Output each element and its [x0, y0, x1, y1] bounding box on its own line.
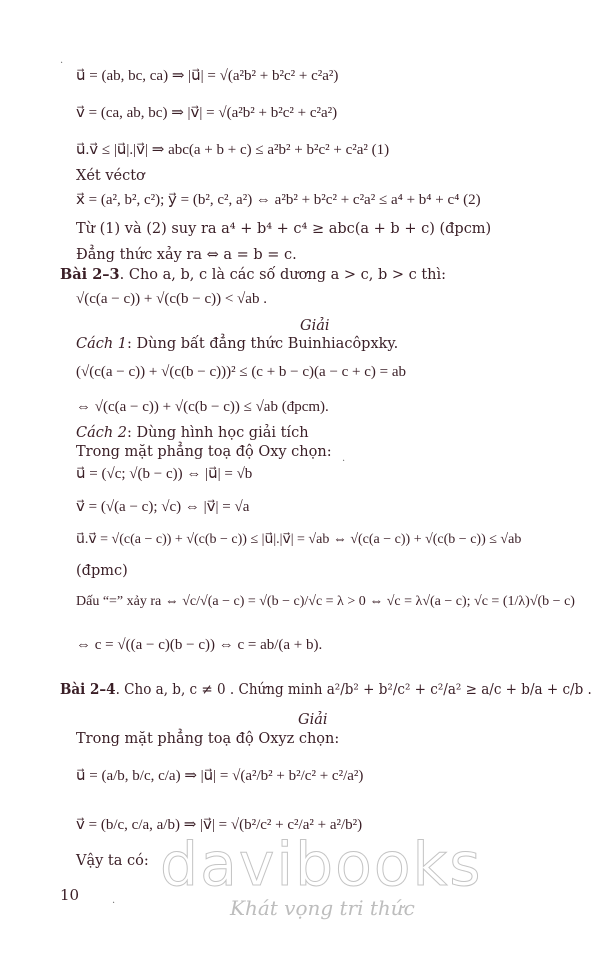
formula-equality-condition: Dấu “=” xảy ra ⇔ √c/√(a − c) = √(b − c)/√c = λ > 0 ⇔ √c = λ√(a − c); √c = (1/λ)√(b − c) [76, 594, 575, 609]
method-2-line [76, 423, 309, 443]
text-conclusion-1: Từ (1) và (2) suy ra a⁴ + b⁴ + c⁴ ≥ abc(a + b + c) (đpcm) [76, 221, 492, 237]
formula-v-oxyz: v⃗ = (b/c, c/a, a/b) ⇒ |v⃗| = √(b²/c² + c²/a² + a²/b²) [76, 817, 363, 833]
formula-bunyakovsky: (√(c(a − c)) + √(c(b − c)))² ≤ (c + b − c)(a − c + c) = ab [76, 364, 407, 380]
page-number: 10 [60, 886, 80, 904]
formula-v-vector: v⃗ = (ca, ab, bc) ⇒ |v⃗| = √(a²b² + b²c² + c²a²) [76, 105, 338, 121]
heading-solution-2: Giải [298, 712, 328, 728]
text-so-we-have: Vậy ta có: [76, 853, 149, 869]
text-choose-oxy: Trong mặt phẳng toạ độ Oxy chọn: [76, 444, 332, 460]
problem-2-4-text: . Cho a, b, c ≠ 0 . Chứng minh a²/b² + b²/c² + c²/a² ≥ a/c + b/a + c/b . [115, 682, 592, 698]
problem-2-3-heading: Bài 2–3 [60, 266, 120, 283]
formula-bunyakovsky-result: ⇔ √(c(a − c)) + √(c(b − c)) ≤ √ab (đpcm). [76, 399, 329, 415]
speck: · [112, 898, 116, 909]
text-choose-oxyz: Trong mặt phẳng toạ độ Oxyz chọn: [76, 731, 340, 747]
text-equality-1: Đẳng thức xảy ra ⇔ a = b = c. [76, 247, 297, 263]
watermark-slogan: Khát vọng tri thức [230, 896, 415, 920]
problem-2-4-statement [60, 680, 592, 700]
speck: · [342, 456, 346, 467]
problem-2-3-statement [60, 265, 446, 285]
method-1-label: Cách 1 [76, 336, 128, 352]
text-dpmc: (đpmc) [76, 563, 128, 579]
formula-u-oxy: u⃗ = (√c; √(b − c)) ⇔ |u⃗| = √b [76, 466, 253, 482]
formula-v-oxy: v⃗ = (√(a − c); √c) ⇔ |v⃗| = √a [76, 499, 250, 515]
problem-2-4-heading: Bài 2–4 [60, 681, 116, 698]
formula-u-vector: u⃗ = (ab, bc, ca) ⇒ |u⃗| = √(a²b² + b²c² + c²a²) [76, 68, 339, 84]
watermark-brand: davibooks [160, 830, 483, 900]
method-2-label: Cách 2 [76, 425, 128, 441]
formula-u-oxyz: u⃗ = (a/b, b/c, c/a) ⇒ |u⃗| = √(a²/b² + b²/c² + c²/a²) [76, 768, 364, 784]
speck: · [60, 58, 64, 69]
method-1-text: : Dùng bất đẳng thức Buinhiacôpxky. [127, 336, 399, 352]
formula-c-value: ⇔ c = √((a − c)(b − c)) ⇔ c = ab/(a + b). [76, 637, 323, 653]
problem-2-3-text: . Cho a, b, c là các số dương a > c, b > c thì: [119, 267, 447, 283]
method-1-line [76, 334, 398, 354]
formula-dot-product: u⃗.v⃗ = √(c(a − c)) + √(c(b − c)) ≤ |u⃗|.|v⃗| = √ab ⇔ √(c(a − c)) + √(c(b − c)) ≤ √ab [76, 532, 522, 547]
method-2-text: : Dùng hình học giải tích [127, 425, 309, 441]
formula-inequality-2: x⃗ = (a², b², c²); y⃗ = (b², c², a²) ⇔ a²b² + b²c² + c²a² ≤ a⁴ + b⁴ + c⁴ (2) [76, 192, 481, 208]
text-xet-vecto: Xét véctơ [76, 168, 145, 184]
formula-problem-2-3: √(c(a − c)) + √(c(b − c)) < √ab . [76, 291, 267, 307]
heading-solution-1: Giải [300, 318, 330, 334]
formula-inequality-1: u⃗.v⃗ ≤ |u⃗|.|v⃗| ⇒ abc(a + b + c) ≤ a²b² + b²c² + c²a² (1) [76, 142, 390, 158]
